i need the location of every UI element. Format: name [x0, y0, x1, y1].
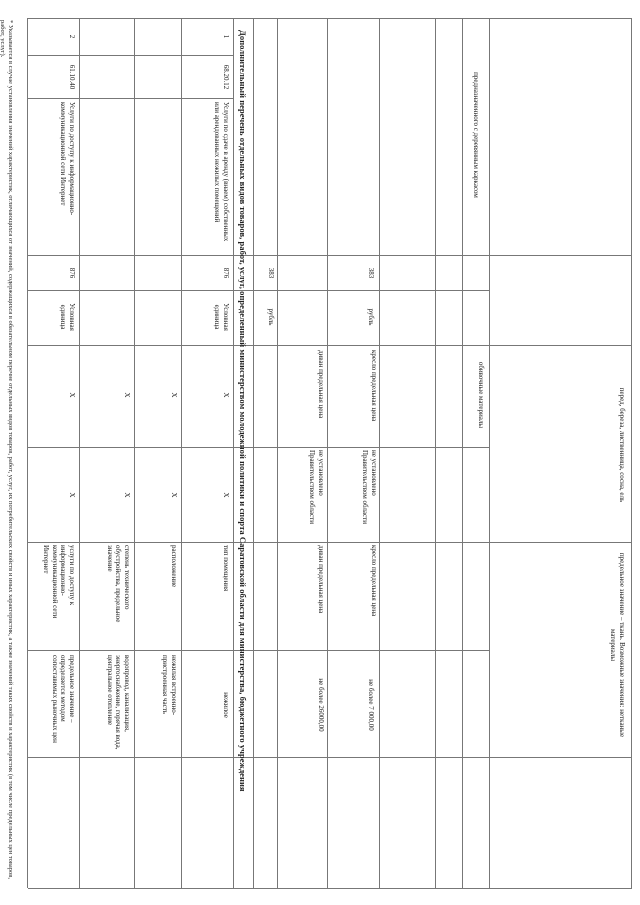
okei-code: 876: [68, 267, 76, 279]
cell-x: X: [170, 492, 178, 498]
unit: Условная единица: [59, 303, 76, 331]
section-title: Дополнительный перечень отдельных видов товаров, работ, услуг, определенный министерством молодежной политики и спорта Саратовской области для министерства, бюджетного учреждения: [238, 30, 248, 792]
row-number: 2: [68, 34, 76, 39]
characteristic-value: нежилое: [222, 692, 230, 718]
okei-code: 383: [267, 267, 275, 279]
value: не более 26000,00: [317, 678, 325, 732]
cell: не установлено Правительством области: [361, 450, 378, 524]
cell: не установлено Правительством области: [308, 450, 325, 524]
rule: [28, 888, 632, 889]
cell: диван предельная цена: [317, 545, 325, 614]
characteristic: степень технического обустройства, предельное значение: [106, 545, 131, 623]
row-number: 1: [222, 34, 230, 39]
cell-x: X: [123, 492, 131, 498]
header-note: предназначенного с деревянным каркасом: [472, 72, 480, 198]
okpd-code: 68.20.12: [222, 64, 230, 90]
rule: [28, 345, 632, 346]
cell-x: X: [123, 392, 131, 398]
rule: [28, 290, 490, 291]
characteristic-value: предельное значение – определяется методом сопоставимых рыночных цен: [51, 655, 76, 743]
header-cell: обивочные материалы: [477, 361, 485, 429]
rule: [28, 255, 632, 256]
characteristic-value: водопровод, канализация, энергоснабжение, горячая вода, центральное отопление: [106, 655, 131, 750]
rule: [28, 55, 234, 56]
rule: [28, 18, 632, 19]
value: не более 7 000,00: [367, 679, 375, 731]
rule: [28, 98, 234, 99]
cell-x: X: [68, 492, 76, 498]
item-name: Услуги по сдаче в аренду (внаем) собственных или арендованных нежилых помещений: [213, 102, 230, 242]
cell: кресло предельная цена: [370, 545, 378, 617]
cell: диван предельная цена: [317, 350, 325, 419]
footnote: * Указывается в случае установления значений характеристик, отличающихся от значений, содержащихся в обязательном перечне отдельных видов товаров, работ, услуг, их потребительских свойств и иных характеристик, а также значений таких свойств и характеристик (в том числе предельных цен товаров, работ, услуг).: [0, 20, 14, 879]
item-name: Услуги по доступу к информационно-коммуникационной сети Интернет: [59, 102, 76, 216]
header-cell: перед, береза, лиственница, сосна, ель: [618, 387, 626, 503]
unit: Условная единица: [213, 303, 230, 331]
cell-x: X: [222, 392, 230, 398]
okei-code: 383: [367, 267, 375, 279]
rule: [28, 447, 490, 448]
rule: [28, 542, 632, 543]
characteristic: услуги по доступу к информационно-коммуникационной сети Интернет: [42, 545, 76, 619]
unit: рубль: [267, 308, 275, 326]
rule: [28, 757, 632, 758]
characteristic-value: нежилая встроенно-пристроенная часть: [161, 655, 178, 716]
cell-x: X: [222, 492, 230, 498]
cell: кресло предельная цена: [370, 350, 378, 422]
characteristic: тип помещения: [222, 545, 230, 592]
okei-code: 876: [222, 267, 230, 279]
characteristic: расположение: [170, 545, 178, 588]
cell-x: X: [170, 392, 178, 398]
okpd-code: 61.10.40: [68, 64, 76, 90]
cell-x: X: [68, 392, 76, 398]
unit: рубль: [367, 308, 375, 326]
header-cell: предельное значение – ткань. Возможные значения: нетканые материалы: [609, 552, 626, 738]
rule: [28, 650, 490, 651]
